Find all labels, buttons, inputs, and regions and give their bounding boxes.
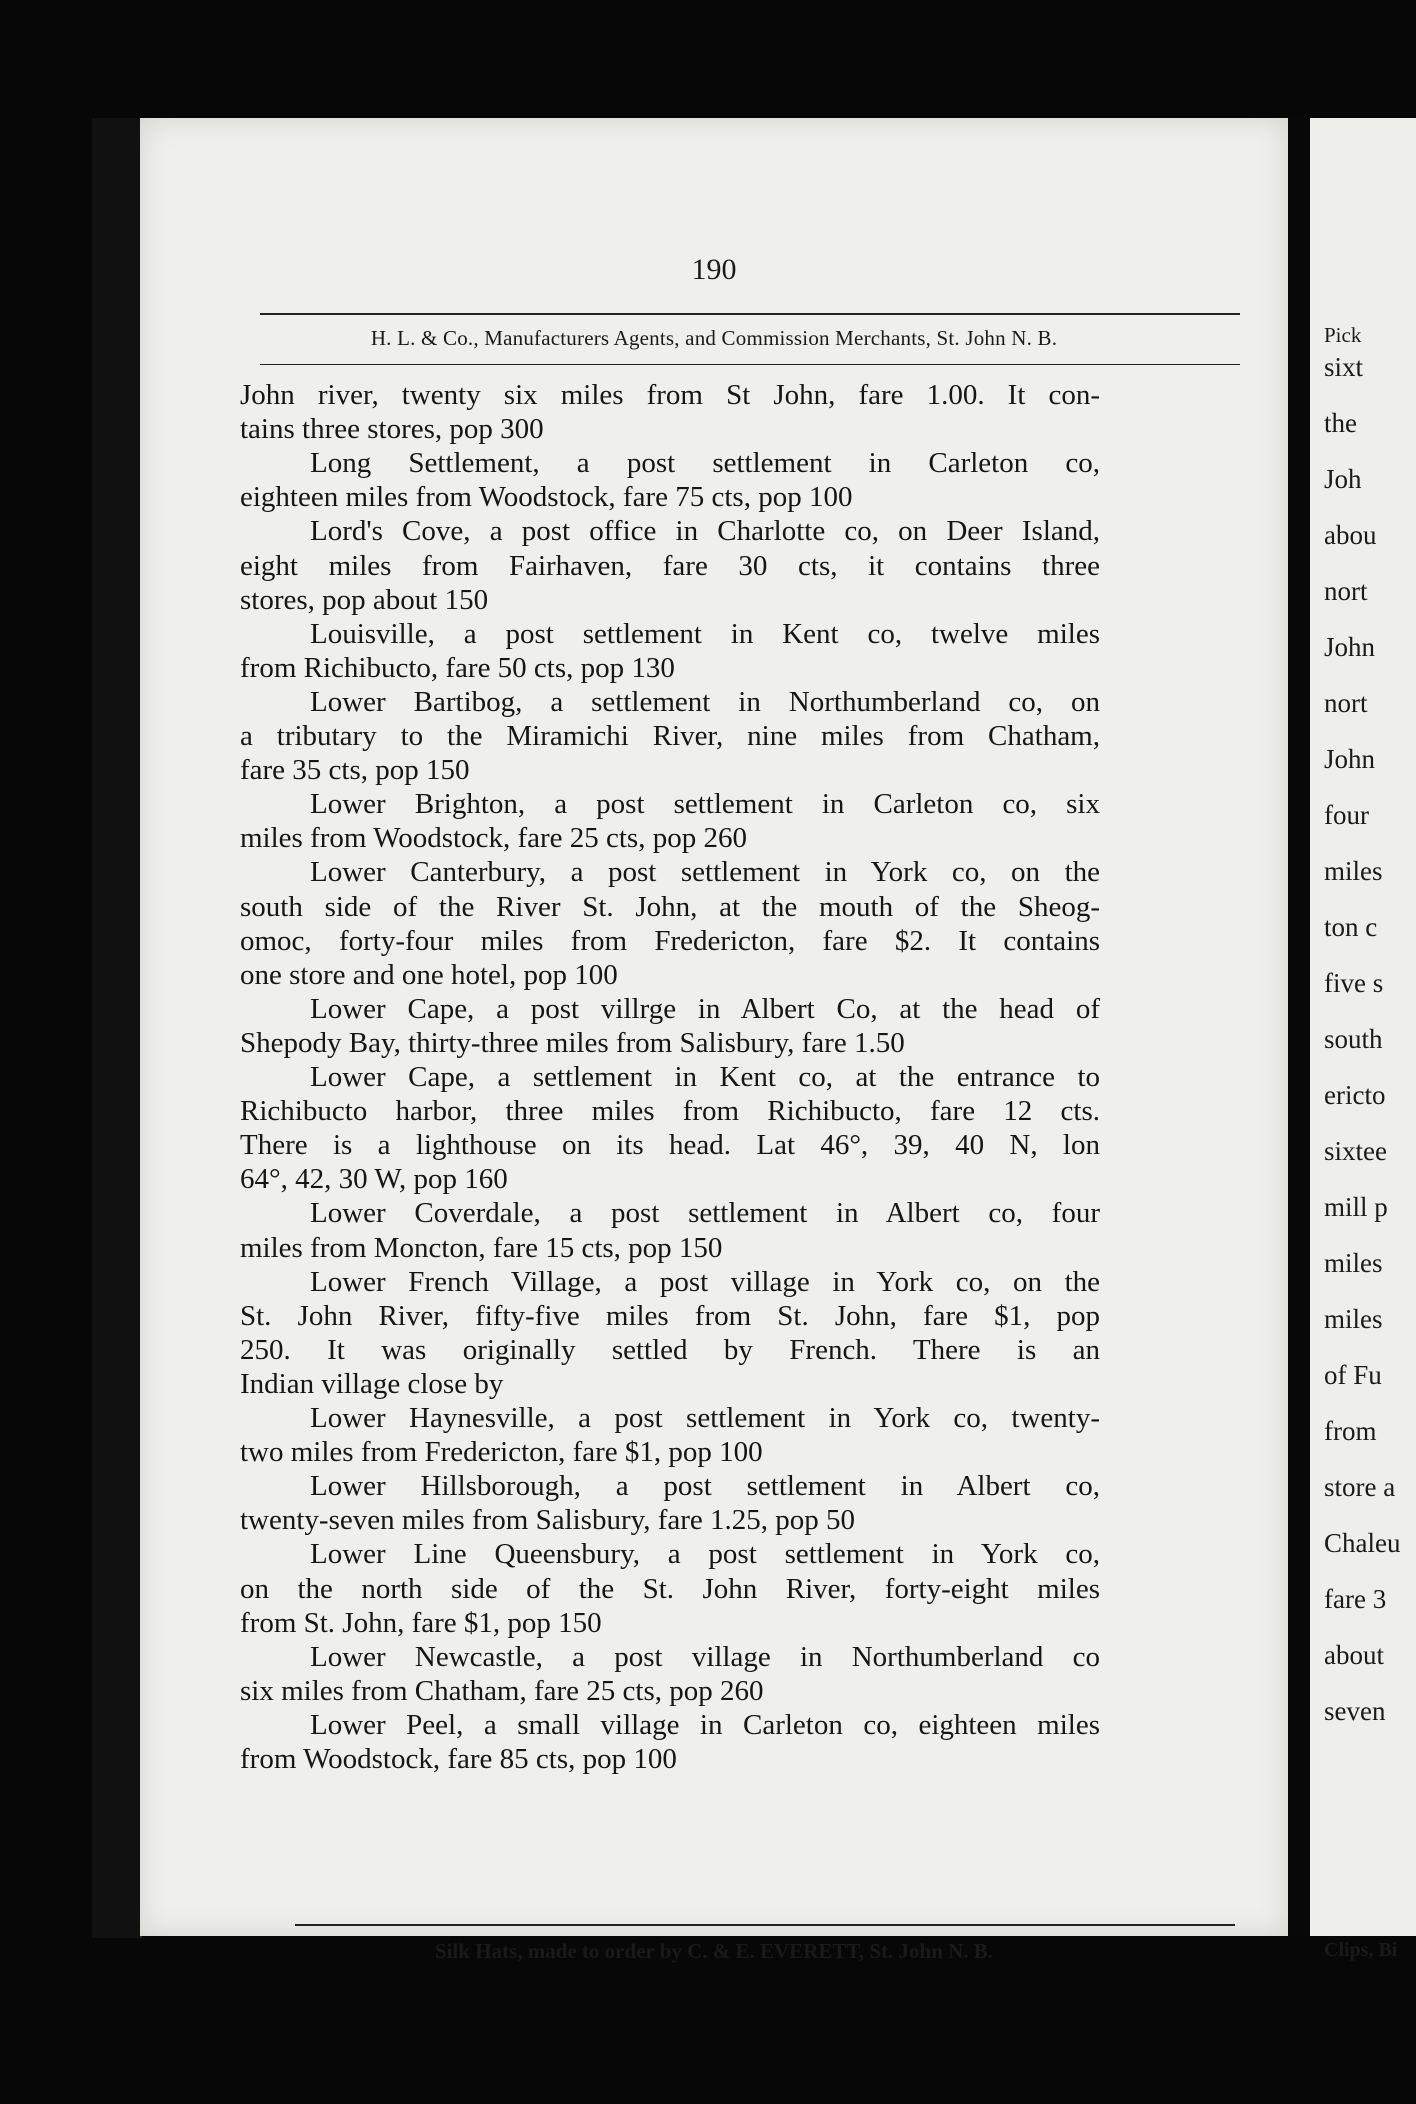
text-line: Lower Brighton, a post settlement in Carleton co, six <box>310 788 1100 821</box>
right-page-footer: Clips, Bi <box>1324 1939 1398 1961</box>
text-line: six miles from Chatham, fare 25 cts, pop 260 <box>240 1674 764 1707</box>
text-line: Lord's Cove, a post office in Charlotte co, on Deer Island, <box>310 515 1100 548</box>
text-line: Lower Line Queensbury, a post settlement in York co, <box>310 1538 1100 1571</box>
right-page-fragment: ton c <box>1324 912 1378 942</box>
text-line: Richibucto harbor, three miles from Richibucto, fare 12 cts. <box>240 1095 1100 1128</box>
right-page-fragment: seven <box>1324 1696 1386 1726</box>
left-page <box>140 118 1288 1963</box>
right-page-fragment: sixt <box>1324 352 1364 382</box>
right-page-fragment: fare 3 <box>1324 1584 1387 1614</box>
text-line: Lower Hillsborough, a post settlement in Albert co, <box>310 1470 1100 1503</box>
right-page-fragment: the <box>1324 408 1357 438</box>
text-line: John river, twenty six miles from St John, fare 1.00. It con- <box>240 379 1100 411</box>
text-line: miles from Woodstock, fare 25 cts, pop 260 <box>240 822 747 855</box>
text-line: two miles from Fredericton, fare $1, pop 100 <box>240 1436 763 1469</box>
right-page-fragment: about <box>1324 1640 1384 1670</box>
right-page-fragment: John <box>1324 744 1376 774</box>
text-line: Lower Haynesville, a post settlement in York co, twenty- <box>310 1402 1100 1434</box>
text-line: 250. It was originally settled by French. There is an <box>240 1333 1100 1366</box>
text-line: eight miles from Fairhaven, fare 30 cts, it contains three <box>240 549 1100 582</box>
text-line: Lower Coverdale, a post settlement in Albert co, four <box>310 1197 1100 1230</box>
header-underline <box>260 364 1240 365</box>
text-line: stores, pop about 150 <box>240 583 489 616</box>
right-page-fragment: nort <box>1324 688 1368 718</box>
gutter-shadow <box>1288 118 1310 1936</box>
right-page-fragment: five s <box>1324 968 1384 998</box>
text-line: fare 35 cts, pop 150 <box>240 754 470 787</box>
right-page-fragment: miles <box>1324 1304 1383 1334</box>
text-line: Lower Newcastle, a post village in Northumberland co <box>310 1640 1100 1673</box>
text-line: Lower Cape, a settlement in Kent co, at the entrance to <box>310 1061 1100 1093</box>
right-page-fragment: south <box>1324 1024 1383 1054</box>
text-line: Indian village close by <box>240 1367 504 1400</box>
text-line: on the north side of the St. John River, forty-eight miles <box>240 1572 1100 1605</box>
right-page-edge <box>1310 118 1416 1961</box>
text-line: a tributary to the Miramichi River, nine miles from Chatham, <box>240 720 1100 752</box>
text-line: Lower Peel, a small village in Carleton co, eighteen miles <box>310 1708 1100 1741</box>
text-line: from Woodstock, fare 85 cts, pop 100 <box>240 1743 677 1775</box>
right-page-fragment: of Fu <box>1324 1360 1382 1390</box>
text-line: from Richibucto, fare 50 cts, pop 130 <box>240 651 675 684</box>
book-spine <box>92 118 142 1938</box>
text-line: one store and one hotel, pop 100 <box>240 958 618 991</box>
right-page-fragment: store a <box>1324 1472 1396 1502</box>
right-page-header: Pick <box>1324 323 1362 347</box>
text-line: eighteen miles from Woodstock, fare 75 cts, pop 100 <box>240 481 853 514</box>
text-line: twenty-seven miles from Salisbury, fare 1.25, pop 50 <box>240 1504 856 1537</box>
right-page-fragment: ericto <box>1324 1080 1386 1110</box>
right-page-fragment: Joh <box>1324 464 1362 494</box>
text-line: There is a lighthouse on its head. Lat 46°, 39, 40 N, lon <box>240 1129 1100 1162</box>
header-rule <box>260 313 1240 315</box>
right-page-fragment: mill p <box>1324 1192 1388 1222</box>
text-line: Lower Cape, a post villrge in Albert Co, at the head of <box>310 992 1100 1025</box>
text-line: St. John River, fifty-five miles from St. John, fare $1, pop <box>240 1299 1100 1332</box>
text-line: Louisville, a post settlement in Kent co, twelve miles <box>310 617 1100 650</box>
text-line: from St. John, fare $1, pop 150 <box>240 1606 602 1639</box>
text-line: omoc, forty-four miles from Fredericton, fare $2. It contains <box>240 924 1100 957</box>
right-page-fragment: from <box>1324 1416 1377 1446</box>
running-header: H. L. & Co., Manufacturers Agents, and Commission Merchants, St. John N. B. <box>370 326 1058 350</box>
text-line: Long Settlement, a post settlement in Carleton co, <box>310 447 1100 480</box>
text-line: Lower Bartibog, a settlement in Northumberland co, on <box>310 685 1100 718</box>
text-line: tains three stores, pop 300 <box>240 413 544 446</box>
text-line: south side of the River St. John, at the mouth of the Sheog- <box>240 890 1100 923</box>
right-page-fragment: sixtee <box>1324 1136 1387 1166</box>
footer-rule <box>295 1924 1235 1926</box>
right-page-fragment: miles <box>1324 856 1383 886</box>
text-line: miles from Moncton, fare 15 cts, pop 150 <box>240 1231 723 1264</box>
body-text <box>240 378 1385 2028</box>
text-line: Shepody Bay, thirty-three miles from Salisbury, fare 1.50 <box>240 1026 905 1059</box>
right-page-fragment: Chaleu <box>1324 1528 1401 1558</box>
page-footer: Silk Hats, made to order by C. & E. EVERETT, St. John N. B. <box>434 1939 994 1963</box>
text-line: Lower Canterbury, a post settlement in York co, on the <box>310 856 1100 889</box>
page-number: 190 <box>691 253 737 286</box>
right-page-fragment: nort <box>1324 576 1368 606</box>
right-page-fragment: miles <box>1324 1248 1383 1278</box>
right-page-fragment: abou <box>1324 520 1377 550</box>
right-page-fragment: four <box>1324 800 1369 830</box>
right-page-fragment: John <box>1324 632 1376 662</box>
text-line: Lower French Village, a post village in York co, on the <box>310 1265 1100 1298</box>
text-line: 64°, 42, 30 W, pop 160 <box>240 1163 508 1196</box>
